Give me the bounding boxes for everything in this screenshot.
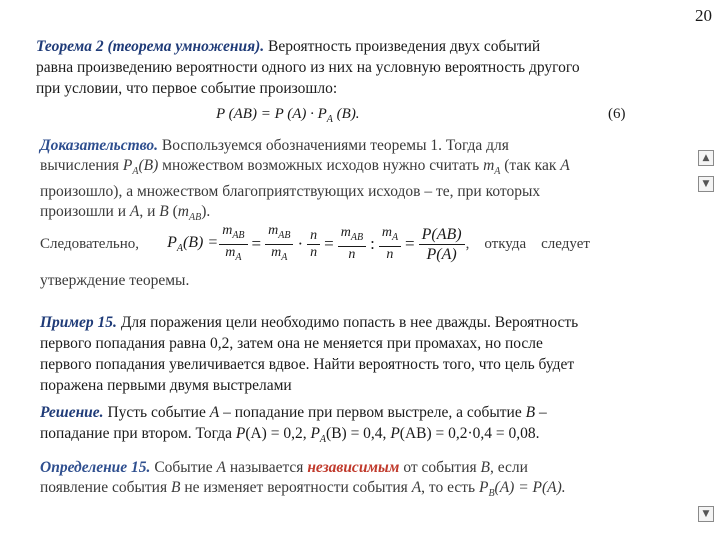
- proof-line-2-m-sub: A: [494, 166, 501, 178]
- proof-line-4-c: (: [168, 203, 178, 221]
- solution-text-3: –: [535, 404, 547, 421]
- fraction-1-num: m: [222, 222, 233, 238]
- fraction-1-den: m: [225, 244, 236, 260]
- definition-line-2-c: , то есть: [421, 479, 479, 496]
- equation-number: (6): [608, 106, 626, 122]
- solution-title: Решение.: [40, 404, 104, 421]
- proof-line-4-A: A: [129, 203, 140, 221]
- solution-pab-tail: (B) = 0,4,: [326, 425, 387, 442]
- proof-line-2-c: (так как: [500, 157, 561, 174]
- proof-line-4-d: ).: [201, 203, 211, 221]
- proof-line-4-m-sub: AB: [189, 212, 202, 224]
- theorem-line-3: при условии, что первое событие произошло:: [36, 80, 338, 97]
- definition-line-1: [40, 458, 640, 478]
- definition-formula-sub: B: [488, 488, 495, 500]
- theorem-formula: [216, 106, 360, 125]
- fraction-1: [219, 223, 247, 266]
- definition-text-3: от события: [399, 459, 481, 476]
- solution-line-2-a: попадание при втором. Тогда: [40, 425, 236, 442]
- fraction-4-den: n: [348, 246, 356, 262]
- proof-block: [40, 136, 640, 228]
- theorem-block: [36, 36, 676, 99]
- proof-derivation: [40, 222, 660, 266]
- fraction-5-den: n: [386, 246, 394, 262]
- example-block: [40, 312, 680, 396]
- definition-line-2-B: B: [170, 479, 181, 496]
- definition-keyword: независимым: [307, 459, 400, 476]
- fraction-2-den-sub: A: [281, 251, 288, 263]
- fraction-5: [379, 225, 401, 263]
- scroll-up-icon[interactable]: ▲: [698, 150, 714, 166]
- proof-line-2-a: вычисления: [40, 157, 123, 174]
- theorem-formula-text: P (AB) = P (A) · P: [216, 106, 327, 122]
- solution-A: A: [209, 404, 220, 421]
- fraction-1-num-sub: AB: [232, 229, 245, 241]
- proof-line-2-p-sub: A: [132, 166, 139, 178]
- scroll-down-icon[interactable]: ▼: [698, 176, 714, 192]
- solution-B: B: [525, 404, 536, 421]
- solution-text-2: – попадание при первом выстреле, а событие: [219, 404, 526, 421]
- definition-block: [40, 458, 640, 504]
- proof-line-4-a: произошли и: [40, 203, 130, 221]
- fraction-1-den-sub: A: [235, 251, 242, 263]
- equals-sign-2: =: [324, 234, 334, 253]
- solution-block: [40, 402, 680, 450]
- solution-pab-sub: A: [319, 434, 327, 446]
- theorem-formula-tail: (B).: [332, 106, 360, 122]
- example-title: Пример 15.: [40, 314, 117, 331]
- proof-last-line: утверждение теоремы.: [40, 272, 190, 289]
- solution-pAB-tail: (AB) = 0,2·0,4 = 0,08.: [399, 425, 540, 442]
- definition-line-2-A: A: [411, 479, 422, 496]
- proof-line-3: произошло), а множеством благоприятствующих исходов – те, при которых: [40, 183, 541, 201]
- fraction-2-num: m: [268, 222, 279, 238]
- theorem-formula-sub: A: [326, 114, 333, 125]
- example-line-4: поражена первыми двумя выстрелами: [40, 377, 292, 394]
- proof-line-2-A: A: [560, 157, 570, 174]
- solution-line-1: [40, 402, 680, 423]
- theorem-title: Теорема 2 (теорема умножения).: [36, 38, 265, 55]
- definition-text-2: называется: [226, 459, 308, 476]
- equals-sign-3: =: [405, 234, 415, 253]
- proof-line-2-p: P: [122, 157, 133, 174]
- proof-line-2: [40, 156, 640, 182]
- example-line-2: первого попадания равна 0,2, затем она не меняется при промахах, но после: [40, 335, 543, 352]
- proof-line-4-B: B: [159, 203, 169, 221]
- fraction-6: [419, 225, 465, 264]
- example-text-1: Для поражения цели необходимо попасть в нее дважды. Вероятность: [116, 314, 579, 331]
- proof-text-1: Воспользуемся обозначениями теоремы 1. Тогда для: [158, 137, 509, 154]
- solution-pAB: P: [390, 425, 400, 442]
- page-number: 20: [695, 6, 712, 25]
- proof-line-2-p-tail: (B): [138, 157, 159, 174]
- solution-pab-p: P: [310, 425, 320, 442]
- fraction-4: [338, 225, 366, 263]
- proof-title: Доказательство.: [40, 137, 159, 154]
- definition-line-2: [40, 478, 640, 504]
- fraction-6-den: P(A): [426, 245, 457, 263]
- fraction-2-num-sub: AB: [278, 229, 291, 241]
- proof-tail: , откуда следует: [465, 235, 590, 252]
- derivation-lhs-sub: A: [176, 243, 183, 255]
- example-line-1: [40, 312, 680, 333]
- colon-sign: :: [370, 234, 375, 253]
- theorem-line-1: [36, 36, 676, 57]
- derivation-lhs: [167, 234, 218, 254]
- scroll-bottom-icon[interactable]: ▼: [698, 506, 714, 522]
- theorem-text-1: Вероятность произведения двух событий: [264, 38, 541, 55]
- fraction-5-num-sub: A: [391, 231, 399, 243]
- fraction-2-den: m: [271, 244, 282, 260]
- fraction-3-num: n: [307, 228, 320, 245]
- derivation-lhs-p: P: [167, 233, 177, 251]
- fraction-5-num: m: [381, 225, 392, 241]
- proof-line-1: [40, 136, 640, 156]
- dot-sign: ·: [297, 234, 304, 253]
- fraction-2: [265, 223, 293, 266]
- example-line-3: первого попадания увеличивается вдвое. Найти вероятность того, что цель будет: [40, 356, 575, 373]
- solution-text-1: Пусть событие: [103, 404, 210, 421]
- fraction-3: [307, 228, 320, 261]
- definition-title: Определение 15.: [40, 459, 151, 476]
- fraction-3-den: n: [310, 244, 318, 260]
- theorem-line-2: равна произведению вероятности одного из них на условную вероятность другого: [36, 59, 580, 76]
- proof-line-4-m: m: [177, 203, 189, 221]
- derivation-lhs-tail: (B) =: [182, 233, 219, 251]
- fraction-4-num: m: [340, 225, 351, 241]
- fraction-4-num-sub: AB: [350, 231, 364, 243]
- definition-formula-p: P: [478, 479, 489, 496]
- definition-B: B: [480, 459, 490, 476]
- proof-line-2-m: m: [483, 157, 495, 174]
- proof-hence: Следовательно,: [40, 235, 140, 252]
- proof-line-2-b: множеством возможных исходов нужно считать: [158, 157, 484, 174]
- definition-formula-tail: (A) = P(A).: [494, 479, 566, 496]
- solution-line-2: [40, 423, 680, 450]
- definition-A: A: [216, 459, 226, 476]
- definition-line-2-b: не изменяет вероятности события: [180, 479, 412, 496]
- equals-sign-1: =: [251, 234, 262, 253]
- proof-line-4-b: , и: [139, 203, 160, 221]
- definition-text-4: , если: [489, 459, 528, 476]
- solution-pa: P: [235, 425, 246, 442]
- definition-line-2-a: появление события: [40, 479, 171, 496]
- solution-pa-tail: (A) = 0,2,: [245, 425, 307, 442]
- fraction-6-num: P(AB): [419, 225, 465, 245]
- definition-text-1: Событие: [150, 459, 217, 476]
